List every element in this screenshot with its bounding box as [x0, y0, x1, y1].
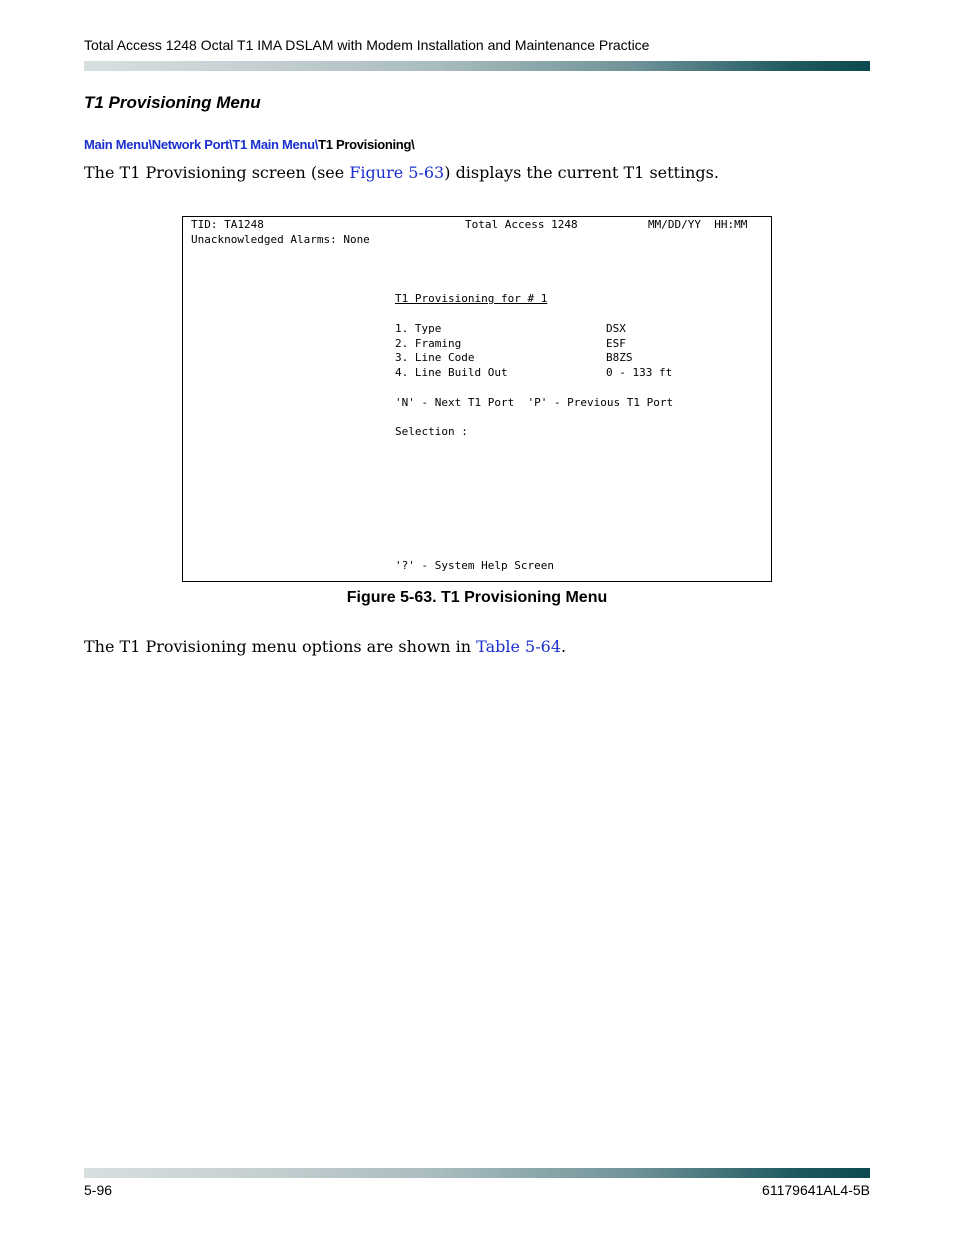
terminal-alarms: Unacknowledged Alarms: None: [191, 233, 370, 246]
options-text-after: .: [561, 637, 567, 656]
terminal-selection-prompt[interactable]: Selection :: [395, 425, 468, 438]
menu-value-framing: ESF: [606, 337, 626, 350]
menu-value-line-build-out: 0 - 133 ft: [606, 366, 673, 379]
menu-option-line-code[interactable]: 3. Line Code: [395, 351, 475, 364]
footer-rule: [84, 1168, 870, 1178]
breadcrumb: [84, 137, 414, 152]
menu-value-line-code: B8ZS: [606, 351, 633, 364]
menu-option-framing[interactable]: 2. Framing: [395, 337, 462, 350]
intro-text-before: The T1 Provisioning screen (see: [84, 163, 350, 182]
figure-caption: Figure 5-63. T1 Provisioning Menu: [346, 589, 608, 606]
breadcrumb-link-t1-main-menu[interactable]: T1 Main Menu\: [232, 137, 319, 152]
table-link[interactable]: Table 5-64: [476, 637, 561, 656]
intro-paragraph: [84, 163, 719, 182]
intro-text-after: ) displays the current T1 settings.: [444, 163, 719, 182]
running-header: Total Access 1248 Octal T1 IMA DSLAM with Modem Installation and Maintenance Practice: [84, 37, 650, 53]
menu-option-type[interactable]: 1. Type: [395, 322, 442, 335]
terminal-system-name: Total Access 1248: [465, 218, 578, 231]
terminal-screen: [182, 216, 772, 582]
figure-link[interactable]: Figure 5-63: [349, 163, 445, 182]
options-text-before: The T1 Provisioning menu options are shown in: [84, 637, 477, 656]
menu-option-line-build-out[interactable]: 4. Line Build Out: [395, 366, 508, 379]
section-title: T1 Provisioning Menu: [84, 93, 261, 112]
breadcrumb-current: T1 Provisioning\: [318, 137, 415, 152]
terminal-help-hint: '?' - System Help Screen: [395, 559, 554, 572]
document-id: 61179641AL4-5B: [762, 1182, 870, 1198]
terminal-datetime: MM/DD/YY HH:MM: [648, 218, 748, 231]
breadcrumb-link-main-menu[interactable]: Main Menu\: [84, 137, 152, 152]
terminal-nav-hint: 'N' - Next T1 Port 'P' - Previous T1 Port: [395, 396, 674, 409]
header-rule: [84, 61, 870, 71]
terminal-tid: TID: TA1248: [191, 218, 264, 231]
breadcrumb-link-network-port[interactable]: Network Port\: [151, 137, 233, 152]
menu-value-type: DSX: [606, 322, 626, 335]
terminal-heading: T1 Provisioning for # 1: [395, 292, 548, 305]
options-paragraph: [84, 637, 566, 656]
page-number: 5-96: [84, 1182, 113, 1198]
